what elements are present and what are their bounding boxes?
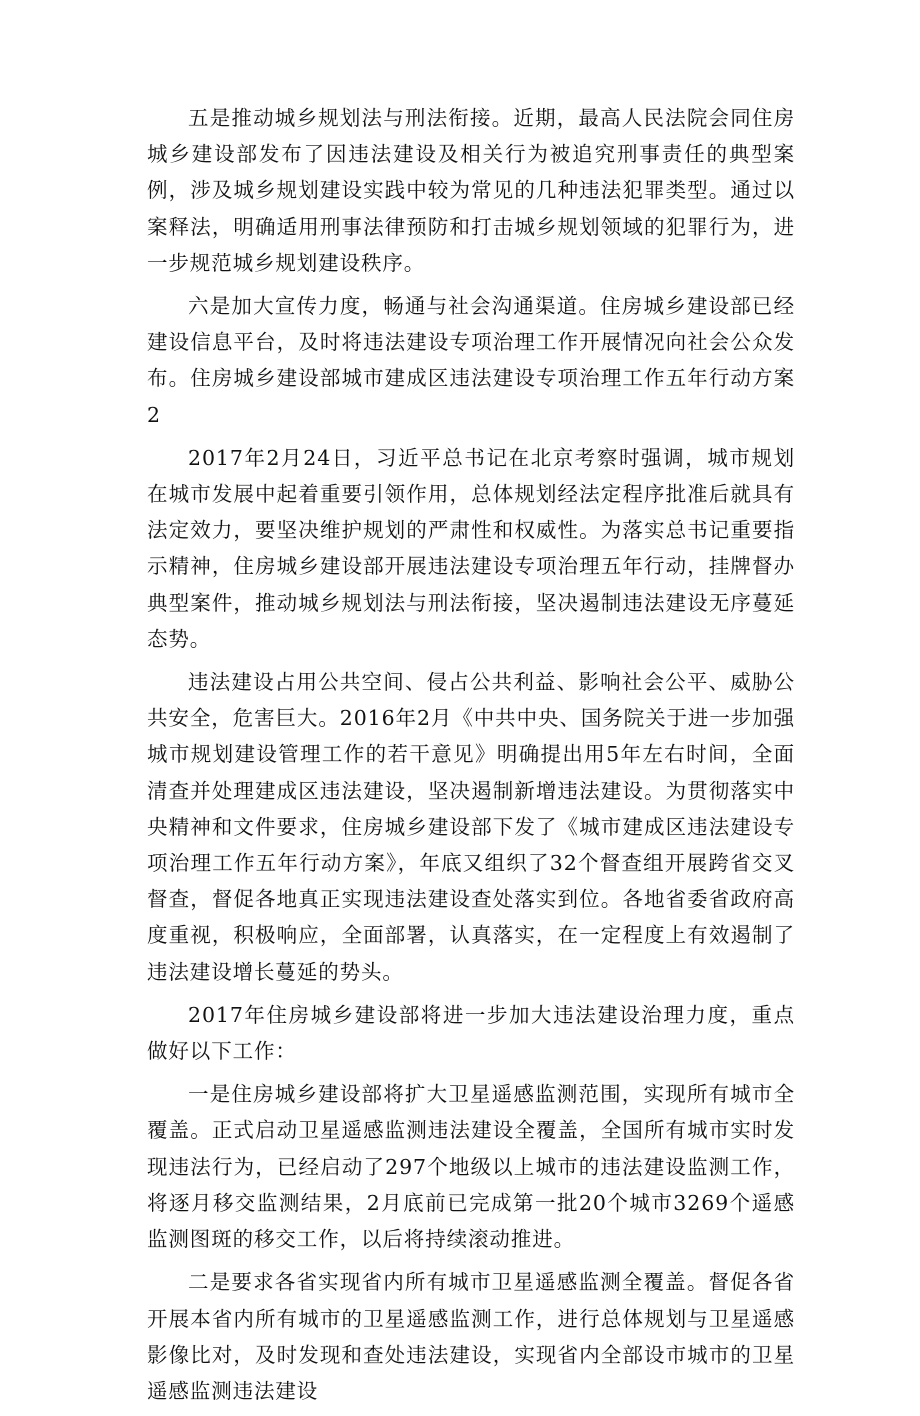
paragraph-illegal-construction-harm: 违法建设占用公共空间、侵占公共利益、影响社会公平、威胁公共安全，危害巨大。2016年2月《中共中央、国务院关于进一步加强城市规划建设管理工作的若干意见》明确提出用5年左右时间，全面清查并处理建成区违法建设，坚决遏制新增违法建设。为贯彻落实中央精神和文件要求，住房城乡建设部下发了《城市建成区违法建设专项治理工作五年行动方案》，年底又组织了32个督查组开展跨省交叉督查，督促各地真正实现违法建设查处落实到位。各地省委省政府高度重视，积极响应，全面部署，认真落实，在一定程度上有效遏制了违法建设增长蔓延的势头。 xyxy=(147,670,795,984)
paragraph-provincial-coverage: 二是要求各省实现省内所有城市卫星遥感监测全覆盖。督促各省开展本省内所有城市的卫星遥感监测工作，进行总体规划与卫星遥感影像比对，及时发现和查处违法建设，实现省内全部设市城市的卫星遥感监测违法建设 xyxy=(147,1270,795,1403)
paragraph-2017-inspection: 2017年2月24日，习近平总书记在北京考察时强调，城市规划在城市发展中起着重要引领作用，总体规划经法定程序批准后就具有法定效力，要坚决维护规划的严肃性和权威性。为落实总书记重要指示精神，住房城乡建设部开展违法建设专项治理五年行动，挂牌督办典型案件，推动城乡规划法与刑法衔接，坚决遏制违法建设无序蔓延态势。 xyxy=(147,445,795,651)
document-body xyxy=(147,100,795,1416)
paragraph-2017-work-intro: 2017年住房城乡建设部将进一步加大违法建设治理力度，重点做好以下工作： xyxy=(147,1002,795,1064)
paragraph-5-planning-criminal-law: 五是推动城乡规划法与刑法衔接。近期，最高人民法院会同住房城乡建设部发布了因违法建设及相关行为被追究刑事责任的典型案例，涉及城乡规划建设实践中较为常见的几种违法犯罪类型。通过以案释法，明确适用刑事法律预防和打击城乡规划领域的犯罪行为，进一步规范城乡规划建设秩序。 xyxy=(147,106,795,275)
paragraph-6-publicity: 六是加大宣传力度，畅通与社会沟通渠道。住房城乡建设部已经建设信息平台，及时将违法建设专项治理工作开展情况向社会公众发布。住房城乡建设部城市建成区违法建设专项治理工作五年行动方案2 xyxy=(147,294,795,427)
paragraph-satellite-monitoring: 一是住房城乡建设部将扩大卫星遥感监测范围，实现所有城市全覆盖。正式启动卫星遥感监测违法建设全覆盖，全国所有城市实时发现违法行为，已经启动了297个地级以上城市的违法建设监测工作，将逐月移交监测结果，2月底前已完成第一批20个城市3269个遥感监测图斑的移交工作，以后将持续滚动推进。 xyxy=(147,1082,795,1252)
